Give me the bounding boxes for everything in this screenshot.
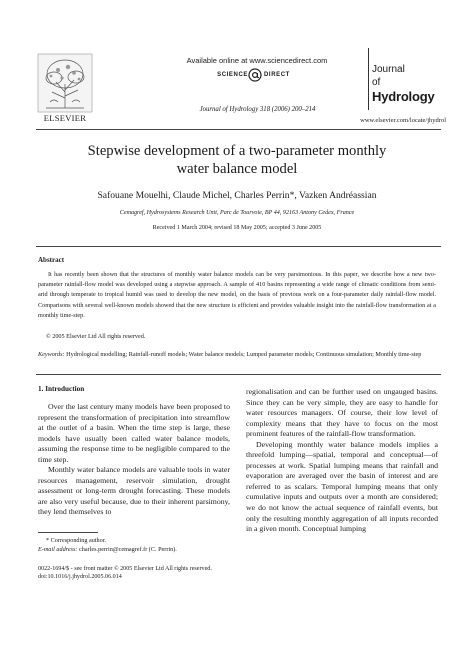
header-divider <box>36 129 441 130</box>
journal-logo <box>368 48 443 110</box>
title-line-1: Stepwise development of a two-parameter monthly <box>87 143 387 159</box>
sd-left-text: SCIENCE <box>217 72 248 78</box>
affiliation: Cemagref, Hydrosystems Research Unit, Parc de Tourvoie, BP 44, 92163 Antony Cedex, France <box>119 210 355 216</box>
corresponding-author-note: * Corresponding author. <box>46 537 106 544</box>
abstract-bottom-divider <box>36 374 441 375</box>
available-online-text[interactable]: Available online at www.sciencedirect.com <box>186 56 328 65</box>
title-line-2: water balance model <box>176 161 298 177</box>
article-title <box>60 142 414 178</box>
footnote-divider <box>38 532 98 533</box>
sd-right-text: DIRECT <box>264 72 290 78</box>
sciencedirect-at-icon <box>248 68 262 82</box>
left-paragraph-2: Monthly water balance models are valuable tools in water resources management, reservoir simulation, drought assessment or long-term drought forecasting. These models are also very useful because, due to their inherent parsimony, they lend themselves to <box>38 465 230 517</box>
elsevier-tree-logo <box>36 52 94 114</box>
abstract-body: It has recently been shown that the structures of monthly water balance models can be very parsimonious. In this paper, we describe how a new two-parameter rainfall-flow model was developed using a stepwise approach. A sample of 410 basins representing a wide range of climatic conditions from semi-arid through temperate to tropical humid was used to develop the new model, on the basis of previous work on a four-parameter daily rainfall-flow model. Comparisons with several well-known models showed that the new structure is efficient and provides valuable insight into the rainfall-flow transformation at a monthly time-step. <box>38 271 436 319</box>
journal-reference: Journal of Hydrology 318 (2006) 200–214 <box>199 106 316 113</box>
author-list: Safouane Mouelhi, Claude Michel, Charles Perrin*, Vazken Andréassian <box>97 190 377 201</box>
keywords-label: Keywords: <box>38 351 65 358</box>
received-dates: Received 1 March 2004; revised 18 May 2005; accepted 3 June 2005 <box>152 225 322 231</box>
email-label: E-mail address: <box>38 546 78 553</box>
right-column <box>246 387 438 535</box>
abstract-copyright: © 2005 Elsevier Ltd All rights reserved. <box>46 333 146 340</box>
issn-line: 0022-1694/$ - see front matter © 2005 Elsevier Ltd All rights reserved. <box>38 566 212 572</box>
sciencedirect-logo <box>182 69 332 83</box>
keywords <box>38 350 436 360</box>
right-paragraph-2: Developing monthly water balance models implies a threefold lumping—spatial, temporal and conceptual—of processes at work. Spatial lumping means that rainfall and evaporation are averaged over the basin of interest and are referred to as scalars. Temporal lumping means that only cumulative inputs and outputs over a month are considered; we do not know the actual sequence of rainfall events, but only the resulting monthly aggregation of all inputs recorded in a given month. Conceptual lumping <box>246 439 438 534</box>
right-paragraph-1: regionalisation and can be further used on ungauged basins. Since they can be very simple, they are easy to handle for water resources managers. Of course, their low level of complexity means that they have to focus on the most prominent features of the rainfall-flow transformation. <box>246 387 438 439</box>
doi-line[interactable]: doi:10.1016/j.jhydrol.2005.06.014 <box>38 574 122 581</box>
abstract-heading: Abstract <box>38 256 65 264</box>
issn-doi-block <box>38 565 238 581</box>
journal-logo-line3: Hydrology <box>372 89 435 104</box>
left-paragraph-1: Over the last century many models have been proposed to represent the transformation of precipitation into streamflow at the outlet of a basin. When the time step is large, these models have usually been called water balance models, assuming the response time to be negligible compared to the time step. <box>38 402 230 464</box>
email-address-link[interactable]: charles.perrin@cemagref.fr (C. Perrin). <box>79 546 177 553</box>
journal-logo-line2: of <box>372 77 381 88</box>
abstract-text <box>38 270 436 321</box>
journal-url-link[interactable]: www.elsevier.com/locate/jhydrol <box>360 117 446 124</box>
section-heading-introduction: 1. Introduction <box>38 385 85 393</box>
journal-logo-line1: Journal <box>372 64 405 75</box>
publisher-name: ELSEVIER <box>43 113 87 123</box>
left-column <box>38 402 230 518</box>
email-note <box>38 546 177 553</box>
abstract-top-divider <box>36 246 441 247</box>
keywords-text: Hydrological modelling; Rainfall-runoff models; Water balance models; Lumped parameter models; Continuous simulation; Monthly time-step <box>66 351 422 358</box>
